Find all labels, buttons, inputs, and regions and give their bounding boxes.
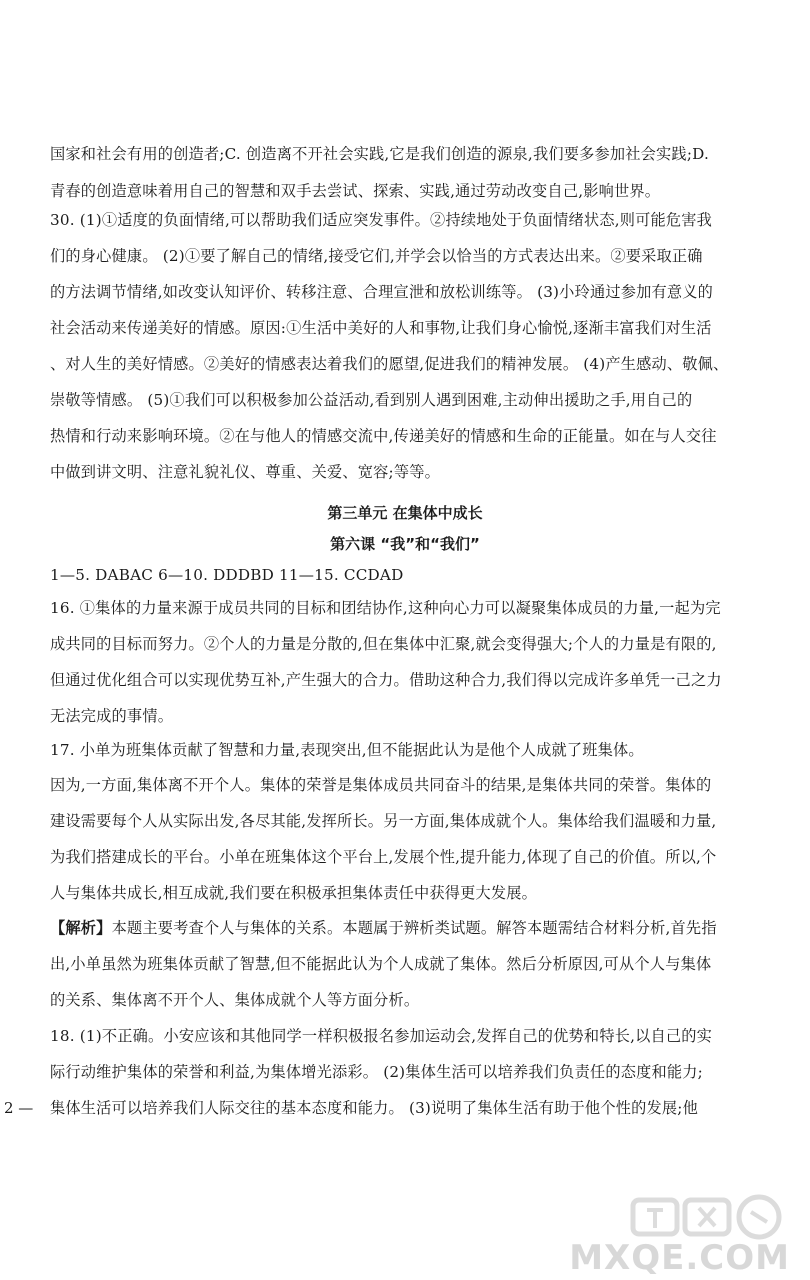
- q17-line: 17. 小单为班集体贡献了智慧和力量,表现突出,但不能据此认为是他个人成就了班集体。: [50, 741, 644, 759]
- lesson-heading: 第六课 “我”和“我们”: [330, 535, 480, 553]
- q17-line: 为我们搭建成长的平台。小单在班集体这个平台上,发展个性,提升能力,体现了自己的价值。所以,个: [50, 848, 717, 866]
- q17-line: 建设需要每个人从实际出发,各尽其能,发挥所长。另一方面,集体成就个人。集体给我们温暖和力量,: [50, 812, 717, 830]
- text-line: 青春的创造意味着用自己的智慧和双手去尝试、探索、实践,通过劳动改变自己,影响世界。: [50, 182, 661, 200]
- q16-line: 无法完成的事情。: [50, 707, 174, 725]
- watermark-site: MXQE.COM: [569, 1238, 790, 1278]
- q16-line: 但通过优化组合可以实现优势互补,产生强大的合力。借助这种合力,我们得以完成许多单凭一己之力: [50, 671, 722, 689]
- analysis-line: [50, 918, 715, 938]
- q18-line: 18. (1)不正确。小安应该和其他同学一样积极报名参加运动会,发挥自己的优势和特长,以自己的实: [50, 1027, 713, 1045]
- analysis-text: 本题主要考查个人与集体的关系。本题属于辨析类试题。解答本题需结合材料分析,首先指: [111, 919, 717, 937]
- analysis-line: 的关系、集体离不开个人、集体成就个人等方面分析。: [50, 991, 420, 1009]
- q18-line: 际行动维护集体的荣誉和利益,为集体增光添彩。 (2)集体生活可以培养我们负责任的态度和能力;: [50, 1063, 703, 1081]
- q16-line: 16. ①集体的力量来源于成员共同的目标和团结协作,这种向心力可以凝聚集体成员的力量,一起为完: [50, 599, 721, 617]
- page-number: 2 —: [4, 1099, 34, 1117]
- text-line: 中做到讲文明、注意礼貌礼仪、尊重、关爱、宽容;等等。: [50, 463, 441, 481]
- q18-line: 集体生活可以培养我们人际交往的基本态度和能力。 (3)说明了集体生活有助于他个性的发展;他: [50, 1099, 698, 1117]
- text-line: 国家和社会有用的创造者;C. 创造离不开社会实践,它是我们创造的源泉,我们要多参加社会实践;D.: [50, 145, 709, 163]
- q17-line: 人与集体共成长,相互成就,我们要在积极承担集体责任中获得更大发展。: [50, 884, 538, 902]
- analysis-tag: 【解析】: [50, 919, 112, 937]
- text-line: 30. (1)①适度的负面情绪,可以帮助我们适应突发事件。②持续地处于负面情绪状态,则可能危害我: [50, 211, 713, 229]
- text-line: 的方法调节情绪,如改变认知评价、转移注意、合理宣泄和放松训练等。 (3)小玲通过参加有意义的: [50, 283, 714, 301]
- analysis-line: 出,小单虽然为班集体贡献了智慧,但不能据此认为个人成就了集体。然后分析原因,可从个人与集体: [50, 955, 712, 973]
- q16-line: 成共同的目标而努力。②个人的力量是分散的,但在集体中汇聚,就会变得强大;个人的力量是有限的,: [50, 635, 717, 653]
- text-line: 社会活动来传递美好的情感。原因:①生活中美好的人和事物,让我们身心愉悦,逐渐丰富我们对生活: [50, 319, 712, 337]
- text-line: 崇敬等情感。 (5)①我们可以积极参加公益活动,看到别人遇到困难,主动伸出援助之手,用自己的: [50, 391, 693, 409]
- text-line: 、对人生的美好情感。②美好的情感表达着我们的愿望,促进我们的精神发展。 (4)产生感动、敬佩、: [50, 355, 729, 373]
- q17-line: 因为,一方面,集体离不开个人。集体的荣誉是集体成员共同奋斗的结果,是集体共同的荣誉。集体的: [50, 776, 712, 794]
- text-line: 热情和行动来影响环境。②在与他人的情感交流中,传递美好的情感和生命的正能量。如在与人交往: [50, 427, 717, 445]
- text-line: 们的身心健康。 (2)①要了解自己的情绪,接受它们,并学会以恰当的方式表达出来。②要采取正确: [50, 247, 703, 265]
- unit-heading: 第三单元 在集体中成长: [327, 504, 483, 522]
- answer-keys: 1—5. DABAC 6—10. DDDBD 11—15. CCDAD: [50, 566, 404, 584]
